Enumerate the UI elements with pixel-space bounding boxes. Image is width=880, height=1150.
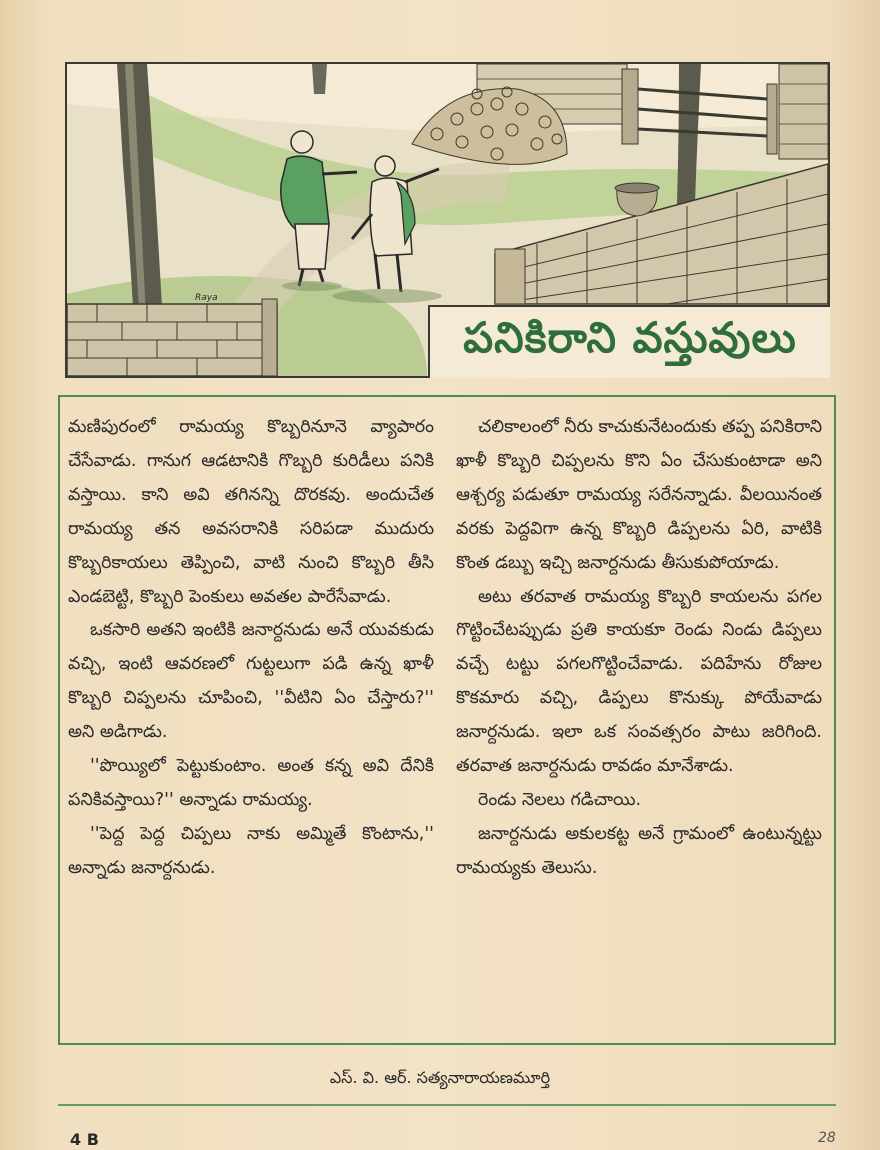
- paragraph: ''పెద్ద పెద్ద చిప్పలు నాకు అమ్మితే కొంటాను,'' అన్నాడు జనార్దనుడు.: [68, 823, 434, 878]
- paragraph: రెండు నెలలు గడిచాయి.: [478, 789, 642, 810]
- article-body: [58, 395, 836, 1045]
- divider: [58, 1104, 836, 1106]
- paragraph: ''పొయ్యిలో పెట్టుకుంటాం. అంత కన్న అవి దేనికి పనికివస్తాయి?'' అన్నాడు రామయ్య.: [68, 756, 434, 810]
- paragraph: జనార్దనుడు అకులకట్ట అనే గ్రామంలో ఉంటున్నట్టు రామయ్యకు తెలుసు.: [456, 823, 822, 878]
- paragraph: చలికాలంలో నీరు కాచుకునేటందుకు తప్ప పనికిరాని ఖాళీ కొబ్బరి చిప్పలను కొని ఏం చేసుకుంటాడా అని ఆశ్చర్య పడుతూ రామయ్య సరేనన్నాడు. వీలయినంత వరకు పెద్దవిగా ఉన్న కొబ్బరి డిప్పలను ఏరి, వాటికి కొంత డబ్బు ఇచ్చి జనార్దనుడు తీసుకుపోయాడు.: [456, 417, 822, 573]
- paragraph: మణిపురంలో రామయ్య కొబ్బరినూనె వ్యాపారం చేసేవాడు. గానుగ ఆడటానికి గొబ్బరి కురిడీలు పనికి వస్తాయి. కాని అవి తగినన్ని దొరకవు. అందుచేత రామయ్య తన అవసరానికి సరిపడా ముదురు కొబ్బరికాయలు తెప్పించి, వాటి నుంచి కొబ్బరి తీసి ఎండబెట్టి, కొబ్బరి పెంకులు అవతల పారేసేవాడు.: [68, 417, 434, 607]
- artist-signature: Raya: [195, 293, 218, 303]
- paragraph: అటు తరవాత రామయ్య కొబ్బరి కాయలను పగల గొట్టించేటప్పుడు ప్రతి కాయకూ రెండు నిండు డిప్పలు వచ్చే టట్టు పగలగొట్టించేవాడు. పదిహేను రోజుల కొకమారు వచ్చి, డిప్పలు కొనుక్కు పోయేవాడు జనార్దనుడు. ఇలా ఒక సంవత్సరం పాటు జరిగింది. తరవాత జనార్దనుడు రావడం మానేశాడు.: [456, 586, 822, 777]
- paragraph: ఒకసారి అతని ఇంటికి జనార్దనుడు అనే యువకుడు వచ్చి, ఇంటి ఆవరణలో గుట్టలుగా పడి ఉన్న ఖాళీ కొబ్బరి చిప్పలను చూపించి, ''వీటిని ఏం చేస్తారు?'' అని అడిగాడు.: [68, 620, 434, 743]
- author-byline: ఎస్. వి. ఆర్. సత్యనారాయణమూర్తి: [329, 1068, 551, 1087]
- folio-left: 4 B: [70, 1130, 99, 1149]
- left-column: [68, 411, 434, 886]
- story-title: పనికిరాని వస్తువులు: [463, 312, 797, 362]
- right-column: [456, 411, 822, 886]
- title-box: [428, 305, 830, 378]
- page-number: 28: [818, 1130, 836, 1146]
- left-stone-wall: [67, 299, 277, 376]
